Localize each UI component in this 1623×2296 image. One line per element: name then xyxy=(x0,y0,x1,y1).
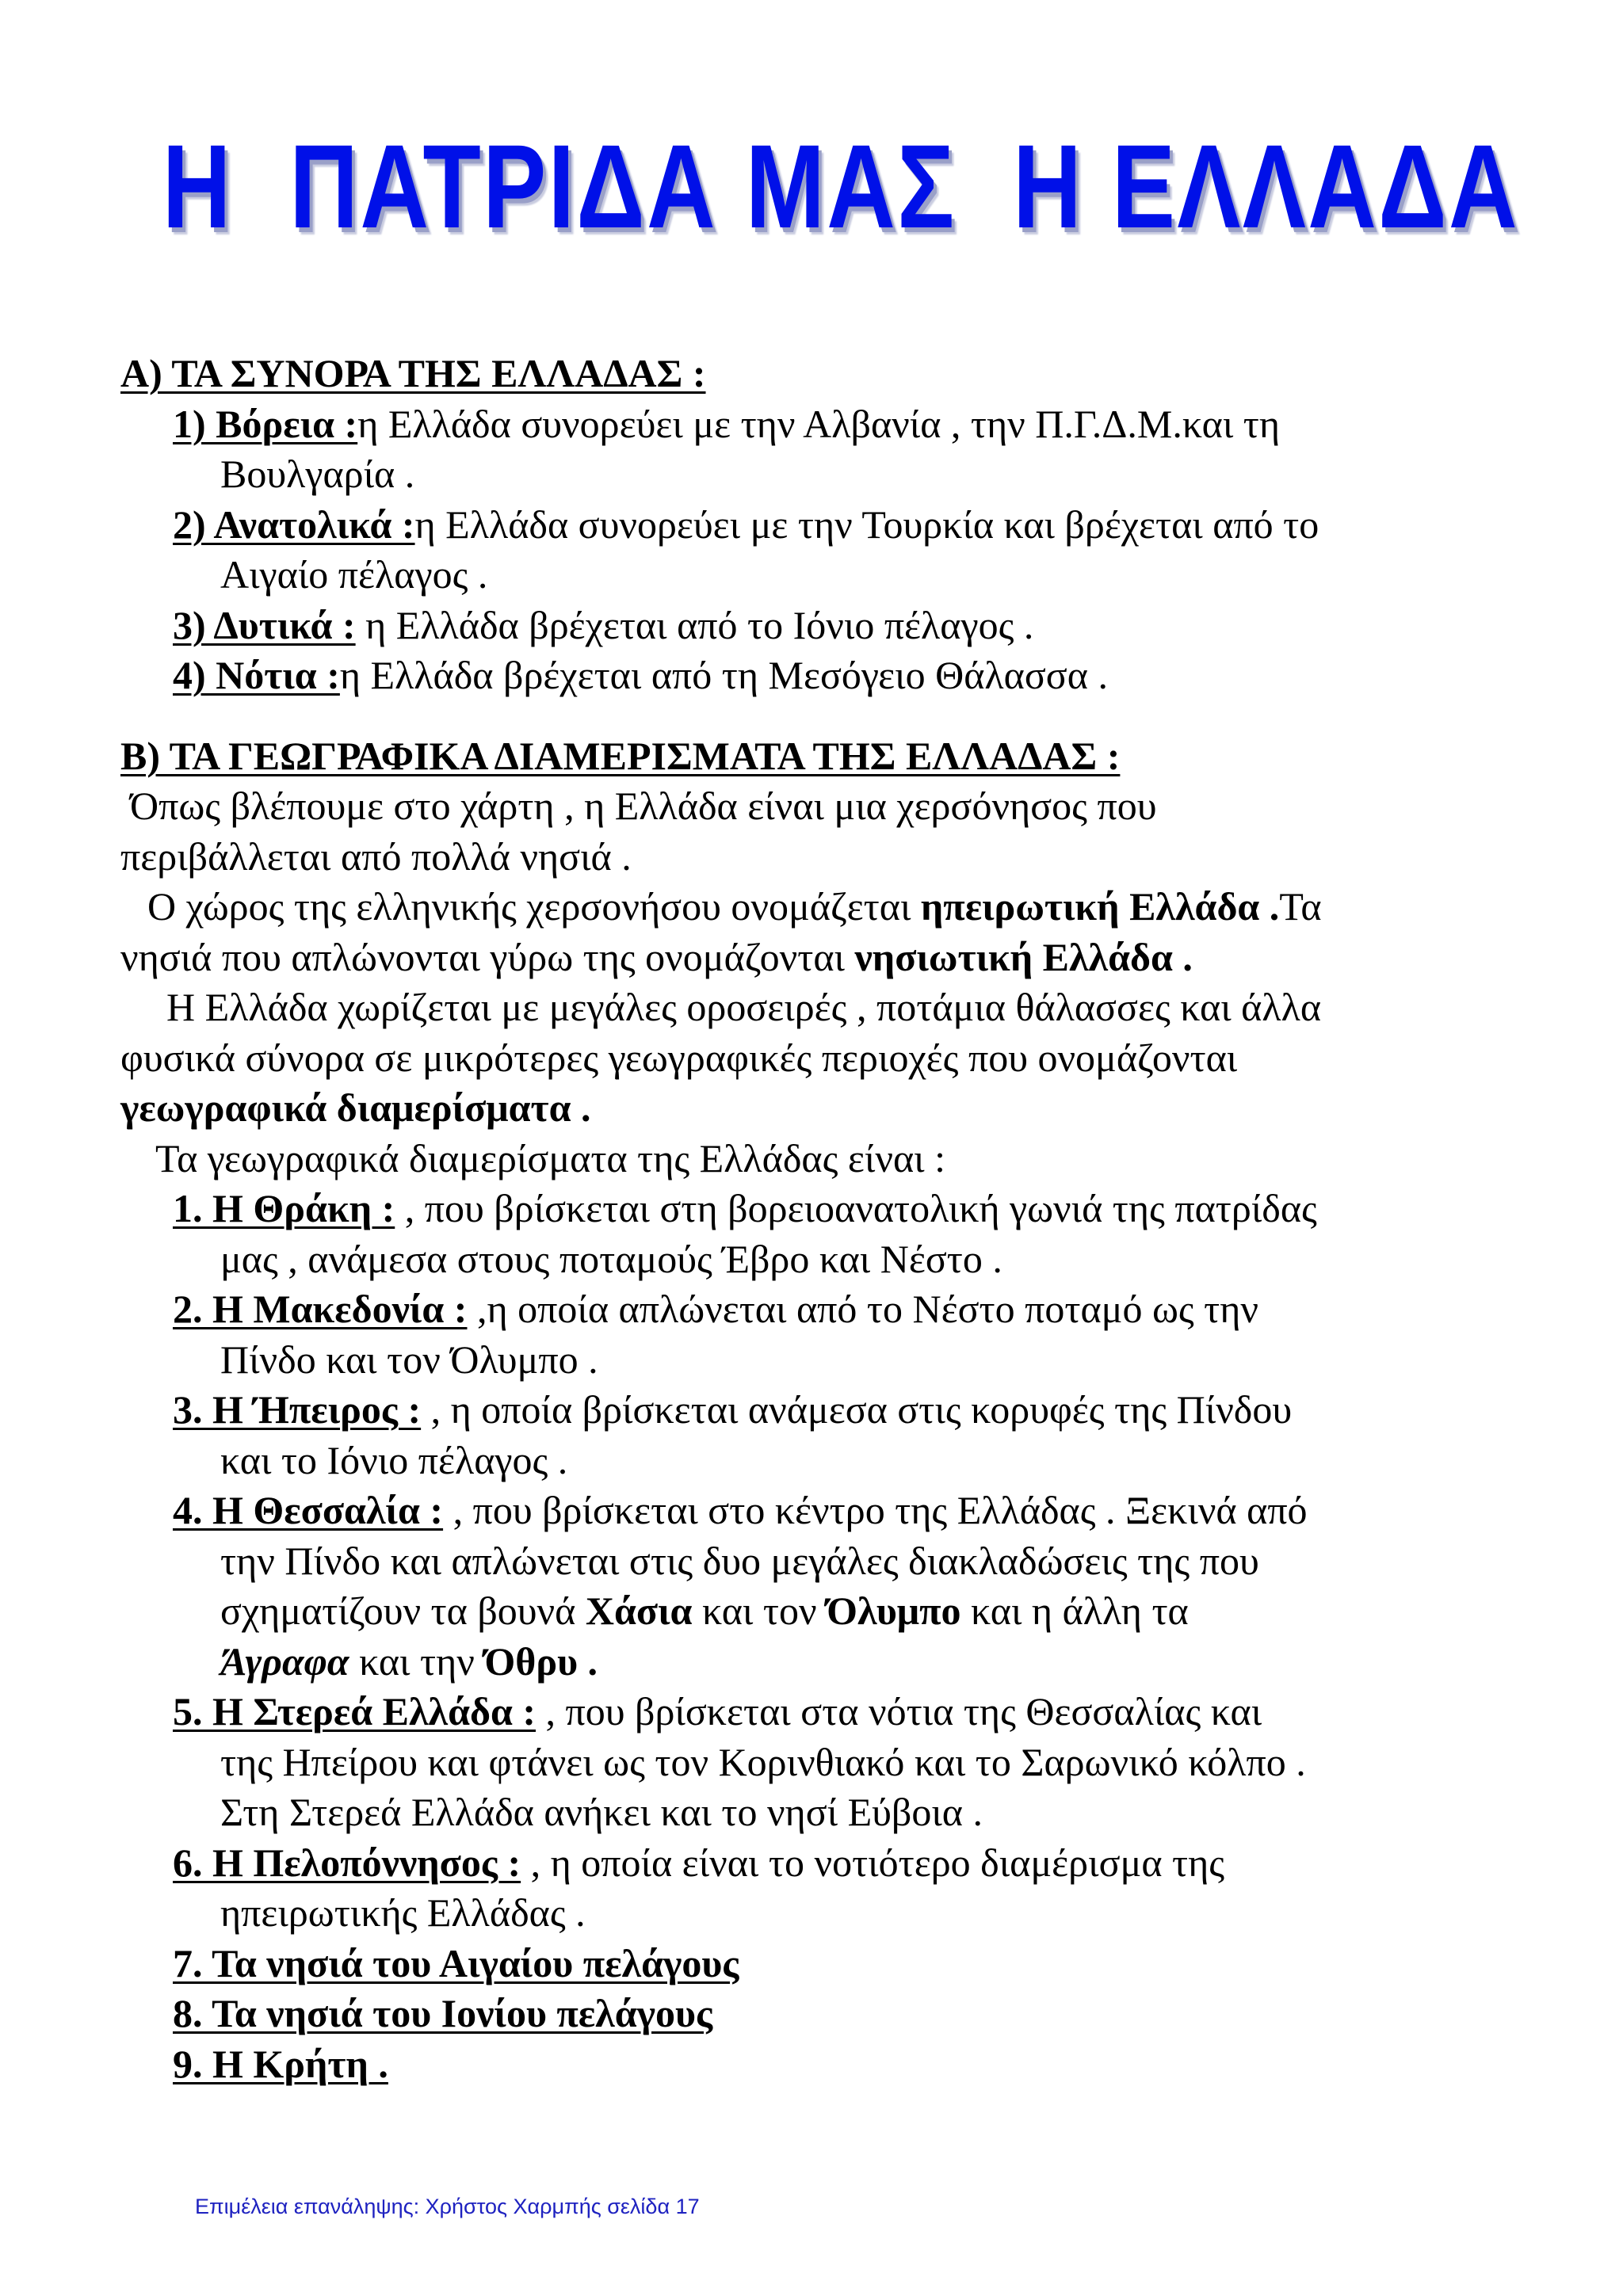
region-item: 7. Τα νησιά του Αιγαίου πελάγους xyxy=(173,1940,739,1985)
region-item: 2. Η Μακεδονία : ,η οποία απλώνεται από το Νέστο ποταμό ως την xyxy=(173,1287,1259,1331)
page-title: Η ΠΑΤΡΙΔΑ ΜΑΣ Η ΕΛΛΑΔΑ xyxy=(162,120,1520,253)
paragraph-line: Όπως βλέπουμε στο χάρτη , η Ελλάδα είναι μια χερσόνησος που xyxy=(130,784,1157,828)
region-item-cont: μας , ανάμεσα στους ποταμούς Έβρο και Νέστο . xyxy=(220,1236,1002,1281)
border-south: 4) Νότια :η Ελλάδα βρέχεται από τη Μεσόγειο Θάλασσα . xyxy=(173,653,1108,697)
paragraph-line: Τα γεωγραφικά διαμερίσματα της Ελλάδας είναι : xyxy=(155,1135,946,1180)
paragraph-line: Η Ελλάδα χωρίζεται με μεγάλες οροσειρές , ποτάμια θάλασσες και άλλα xyxy=(166,985,1322,1029)
region-item-cont: σχηματίζουν τα βουνά Χάσια και τον Όλυμπο και η άλλη τα xyxy=(220,1589,1189,1633)
region-item: 8. Τα νησιά του Ιονίου πελάγους xyxy=(173,1991,713,2035)
region-item-cont: ηπειρωτικής Ελλάδας . xyxy=(220,1890,586,1935)
paragraph-line: Ο χώρος της ελληνικής χερσονήσου ονομάζεται ηπειρωτική Ελλάδα .Τα xyxy=(147,884,1322,929)
region-item: 1. Η Θράκη : , που βρίσκεται στη βορειοανατολική γωνιά της πατρίδας xyxy=(173,1186,1317,1230)
paragraph-line: νησιά που απλώνονται γύρω της ονομάζονται νησιωτική Ελλάδα . xyxy=(120,934,1193,979)
paragraph-line: φυσικά σύνορα σε μικρότερες γεωγραφικές περιοχές που ονομάζονται xyxy=(120,1035,1238,1080)
region-item-cont: της Ηπείρου και φτάνει ως τον Κορινθιακό και το Σαρωνικό κόλπο . xyxy=(220,1739,1306,1784)
section-b-heading: Β) ΤΑ ΓΕΩΓΡΑΦΙΚΑ ΔΙΑΜΕΡΙΣΜΑΤΑ ΤΗΣ ΕΛΛΑΔΑΣ : xyxy=(120,733,1121,778)
document-body xyxy=(0,349,1623,2089)
region-item: 6. Η Πελοπόννησος : , η οποία είναι το νοτιότερο διαμέρισμα της xyxy=(173,1840,1225,1885)
page-footer: Επιμέλεια επανάληψης: Χρήστος Χαρμπής σελίδα 17 xyxy=(195,2195,700,2218)
region-item-cont: Άγραφα και την Όθρυ . xyxy=(220,1638,598,1684)
paragraph-line: περιβάλλεται από πολλά νησιά . xyxy=(120,833,632,879)
paragraph-line: γεωγραφικά διαμερίσματα . xyxy=(120,1085,591,1130)
border-west: 3) Δυτικά : η Ελλάδα βρέχεται από το Ιόνιο πέλαγος . xyxy=(173,602,1034,647)
region-item: 9. Η Κρήτη . xyxy=(173,2041,388,2086)
section-a-heading: Α) ΤΑ ΣΥΝΟΡΑ ΤΗΣ ΕΛΛΑΔΑΣ : xyxy=(120,351,706,395)
region-item: 5. Η Στερεά Ελλάδα : , που βρίσκεται στα νότια της Θεσσαλίας και xyxy=(173,1689,1262,1733)
region-item-cont: και το Ιόνιο πέλαγος . xyxy=(220,1437,568,1482)
region-item-cont: Πίνδο και τον Όλυμπο . xyxy=(220,1337,598,1382)
border-east-cont: Αιγαίο πέλαγος . xyxy=(220,552,488,597)
border-north-cont: Βουλγαρία . xyxy=(220,452,415,496)
border-east: 2) Ανατολικά :η Ελλάδα συνορεύει με την Τουρκία και βρέχεται από το xyxy=(173,502,1319,547)
region-item-cont: την Πίνδο και απλώνεται στις δυο μεγάλες διακλαδώσεις της που xyxy=(220,1538,1259,1583)
region-item: 4. Η Θεσσαλία : , που βρίσκεται στο κέντρο της Ελλάδας . Ξεκινά από xyxy=(173,1488,1308,1532)
region-item: 3. Η Ήπειρος : , η οποία βρίσκεται ανάμεσα στις κορυφές της Πίνδου xyxy=(173,1387,1293,1432)
region-item-cont: Στη Στερεά Ελλάδα ανήκει και το νησί Εύβοια . xyxy=(220,1790,983,1834)
border-north: 1) Βόρεια :η Ελλάδα συνορεύει με την Αλβανία , την Π.Γ.Δ.Μ.και τη xyxy=(173,401,1281,446)
